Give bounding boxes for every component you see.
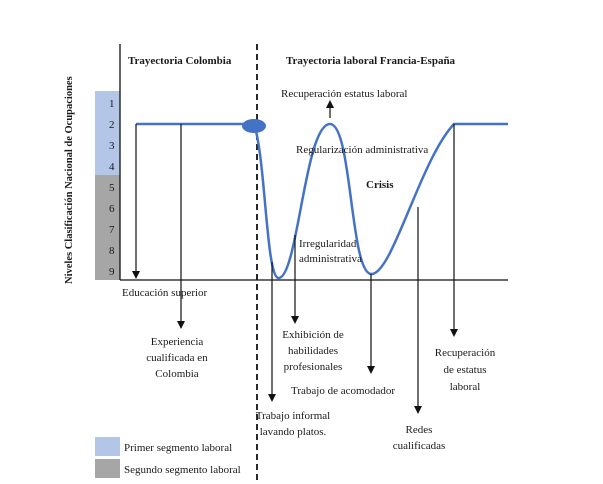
label-informal-job-2: lavando platos. [259, 426, 327, 438]
label-status-recovery-bottom-2: de estatus [443, 364, 487, 376]
level-7: 7 [109, 224, 115, 236]
label-accommodator-job: Trabajo de acomodador [291, 385, 396, 397]
label-status-recovery-bottom-3: laboral [449, 381, 481, 393]
level-2: 2 [109, 119, 115, 131]
header-colombia: Trayectoria Colombia [128, 55, 232, 67]
label-skills-exhibition-3: profesionales [283, 361, 343, 373]
label-crisis: Crisis [366, 179, 394, 191]
label-skills-exhibition-2: habilidades [287, 345, 339, 357]
first-segment-bar [95, 91, 120, 175]
label-irregularity-line2: administrativa [299, 253, 362, 265]
y-axis-title: Niveles Clasificación Nacional de Ocupaciones [64, 76, 75, 284]
label-qualified-experience-3: Colombia [155, 368, 199, 380]
level-5: 5 [109, 182, 115, 194]
level-1: 1 [109, 98, 115, 110]
level-3: 3 [109, 140, 115, 152]
label-qualified-experience-2: cualificada en [146, 352, 208, 364]
level-6: 6 [109, 203, 115, 215]
label-higher-education: Educación superior [122, 287, 208, 299]
legend-second-segment-swatch [95, 459, 120, 478]
level-9: 9 [109, 266, 115, 278]
label-qualified-experience-1: Experiencia [150, 336, 204, 348]
legend-second-segment-label: Segundo segmento laboral [124, 464, 241, 476]
label-skills-exhibition-1: Exhibición de [282, 329, 344, 341]
level-8: 8 [109, 245, 115, 257]
label-irregularity-line1: Irregularidad [299, 238, 357, 250]
label-qualified-networks-2: cualificadas [392, 440, 446, 452]
level-4: 4 [109, 161, 115, 173]
label-status-recovery-bottom-1: Recuperación [434, 347, 496, 359]
label-status-recovery: Recuperación estatus laboral [281, 88, 408, 100]
label-admin-regularization: Regularización administrativa [296, 144, 429, 156]
legend-first-segment-label: Primer segmento laboral [124, 442, 233, 454]
label-informal-job-1: Trabajo informal [255, 410, 331, 422]
migration-point [242, 119, 266, 133]
legend-first-segment-swatch [95, 437, 120, 456]
label-qualified-networks-1: Redes [405, 424, 433, 436]
second-segment-bar [95, 175, 120, 280]
header-france-spain: Trayectoria laboral Francia-España [286, 55, 456, 67]
